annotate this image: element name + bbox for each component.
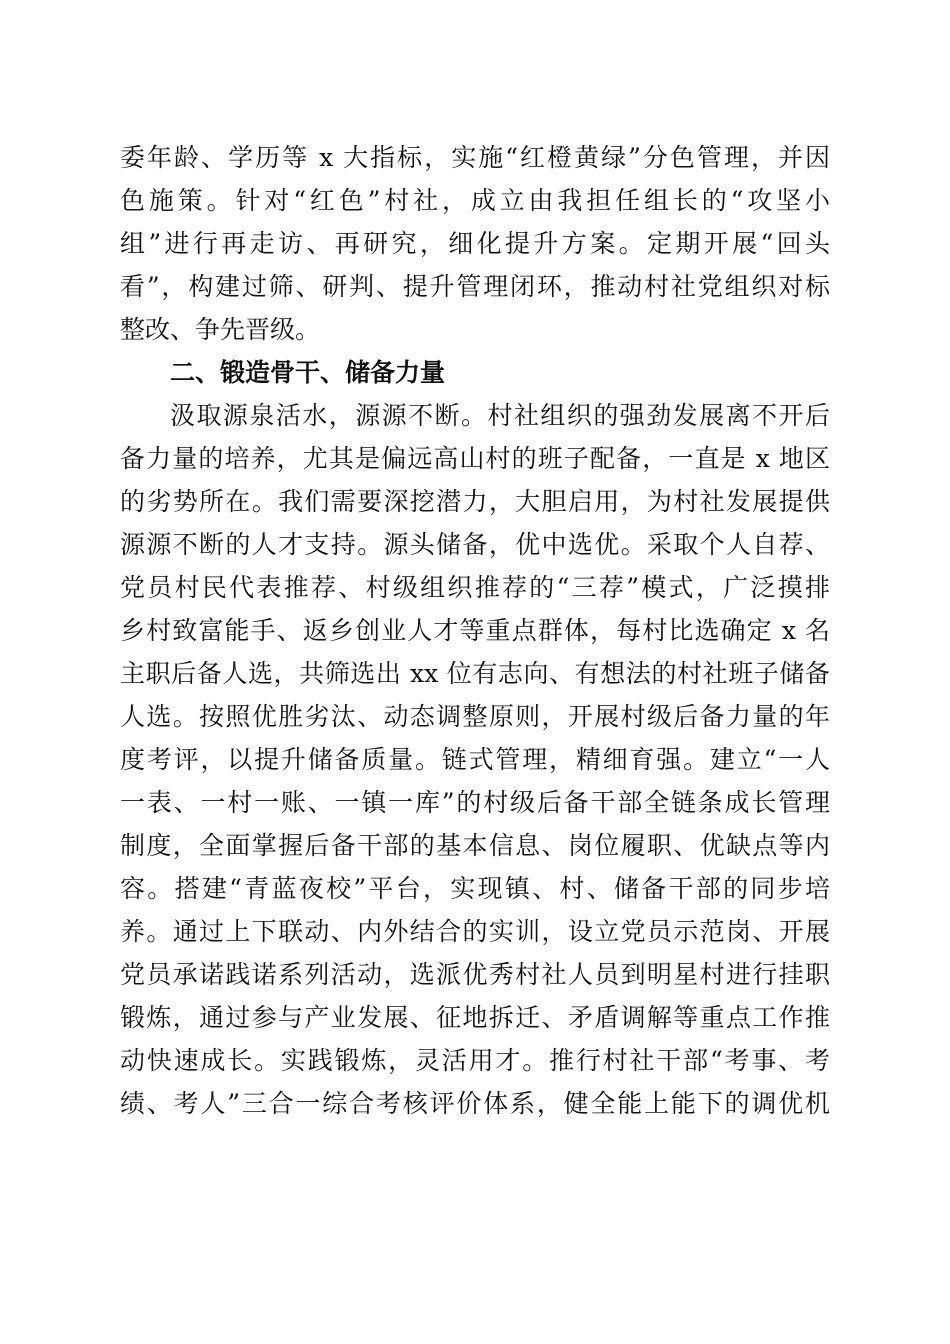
- text-line: 绩、考人”三合一综合考核评价体系，健全能上能下的调优机: [120, 1089, 830, 1118]
- text-line: 源源不断的人才支持。源头储备，优中选优。采取个人自荐、: [120, 530, 830, 559]
- text-line: 汲取源泉活水，源源不断。村社组织的强劲发展离不开后: [170, 401, 830, 430]
- text-line: 组”进行再走访、再研究，细化提升方案。定期开展“回头: [120, 229, 830, 258]
- paragraph-continued: [120, 136, 830, 351]
- text-line: 制度，全面掌握后备干部的基本信息、岗位履职、优缺点等内: [120, 831, 830, 860]
- text-line: 养。通过上下联动、内外结合的实训，设立党员示范岗、开展: [120, 917, 830, 946]
- text-line: 委年龄、学历等 x 大指标，实施“红橙黄绿”分色管理，并因: [120, 143, 830, 172]
- text-line: 动快速成长。实践锻炼，灵活用才。推行村社干部“考事、考: [120, 1046, 830, 1075]
- text-line: 色施策。针对“红色”村社，成立由我担任组长的“攻坚小: [120, 186, 830, 215]
- text-line: 备力量的培养，尤其是偏远高山村的班子配备，一直是 x 地区: [120, 444, 830, 473]
- text-line: 主职后备人选，共筛选出 xx 位有志向、有想法的村社班子储备: [120, 659, 830, 688]
- text-line: 锻炼，通过参与产业发展、征地拆迁、矛盾调解等重点工作推: [120, 1003, 830, 1032]
- text-line: 党员村民代表推荐、村级组织推荐的“三荐”模式，广泛摸排: [120, 573, 830, 602]
- text-line: 容。搭建“青蓝夜校”平台，实现镇、村、储备干部的同步培: [120, 874, 830, 903]
- document-body: [120, 136, 830, 1125]
- text-line: 乡村致富能手、返乡创业人才等重点群体，每村比选确定 x 名: [120, 616, 830, 645]
- text-line: 度考评，以提升储备质量。链式管理，精细育强。建立“一人: [120, 745, 830, 774]
- text-line: 看”，构建过筛、研判、提升管理闭环，推动村社党组织对标: [120, 272, 830, 301]
- section-heading: 二、锻造骨干、储备力量: [170, 358, 446, 387]
- text-line: 整改、争先晋级。: [120, 315, 321, 344]
- text-line: 人选。按照优胜劣汰、动态调整原则，开展村级后备力量的年: [120, 702, 830, 731]
- text-line: 一表、一村一账、一镇一库”的村级后备干部全链条成长管理: [120, 788, 830, 817]
- text-line: 的劣势所在。我们需要深挖潜力，大胆启用，为村社发展提供: [120, 487, 830, 516]
- text-line: 党员承诺践诺系列活动，选派优秀村社人员到明星村进行挂职: [120, 960, 830, 989]
- paragraph-section-two: [120, 394, 830, 1125]
